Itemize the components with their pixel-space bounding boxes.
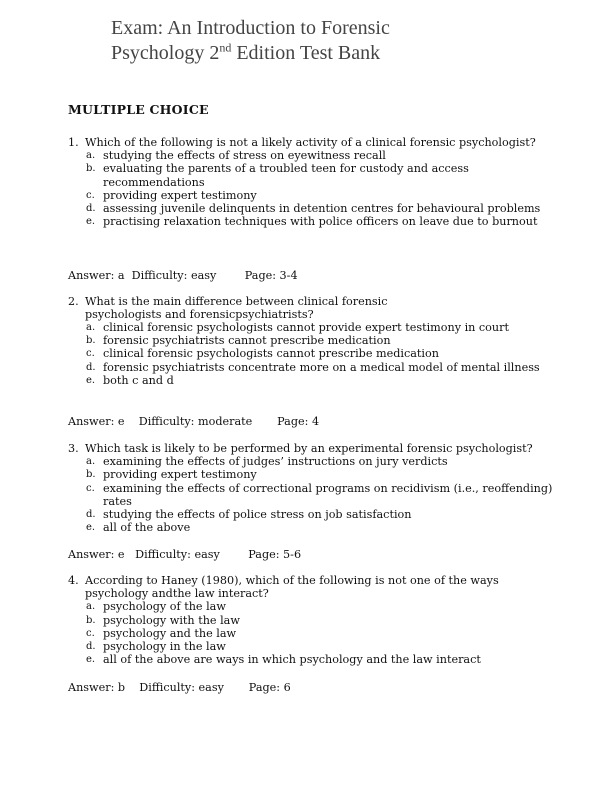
answer-line-2: Answer: e Difficulty: moderate Page: 4 bbox=[68, 415, 320, 428]
question-2 bbox=[68, 295, 408, 321]
option-b bbox=[85, 162, 558, 188]
question-4 bbox=[68, 574, 558, 666]
option-letter: d. bbox=[86, 361, 96, 373]
option-b bbox=[85, 614, 558, 627]
option-text: providing expert testimony bbox=[103, 468, 257, 482]
option-text: studying the effects of police stress on job satisfaction bbox=[103, 508, 412, 522]
option-b bbox=[85, 334, 558, 347]
option-c bbox=[85, 189, 558, 202]
title-superscript: nd bbox=[219, 40, 232, 55]
question-number: 3. bbox=[68, 442, 79, 455]
option-letter: c. bbox=[86, 482, 95, 494]
question-3 bbox=[68, 442, 558, 534]
option-text: psychology and the law bbox=[103, 626, 237, 640]
question-number: 1. bbox=[68, 136, 79, 149]
title-line-2-end: Edition Test Bank bbox=[231, 42, 381, 64]
option-text: clinical forensic psychologists cannot prescribe medication bbox=[103, 347, 439, 361]
option-text: both c and d bbox=[103, 373, 174, 387]
question-text: Which of the following is not a likely activity of a clinical forensic psychologist? bbox=[85, 136, 536, 149]
question-stem bbox=[68, 136, 558, 149]
option-d bbox=[85, 640, 558, 653]
option-letter: a. bbox=[86, 322, 96, 333]
option-letter: c. bbox=[86, 348, 95, 360]
question-text: What is the main difference between clinical forensic psychologists and forensicpsychiatrists? bbox=[85, 295, 388, 322]
option-letter: b. bbox=[86, 614, 96, 626]
option-text: forensic psychiatrists concentrate more on a medical model of mental illness bbox=[103, 360, 540, 374]
option-letter: e. bbox=[86, 216, 96, 228]
option-letter: d. bbox=[86, 641, 96, 653]
answer-line-1: Answer: a Difficulty: easy Page: 3-4 bbox=[68, 269, 298, 282]
question-2-options bbox=[68, 321, 558, 387]
question-stem bbox=[68, 295, 408, 321]
option-text: providing expert testimony bbox=[103, 188, 257, 202]
option-letter: e. bbox=[86, 374, 96, 386]
option-c bbox=[85, 482, 558, 508]
option-text: practising relaxation techniques with police officers on leave due to burnout bbox=[103, 215, 538, 229]
option-d bbox=[85, 202, 558, 215]
option-letter: a. bbox=[86, 601, 96, 613]
option-c bbox=[85, 347, 558, 360]
option-letter: a. bbox=[86, 456, 96, 468]
option-letter: a. bbox=[86, 150, 96, 162]
option-c bbox=[85, 627, 558, 640]
option-text: psychology with the law bbox=[103, 613, 240, 627]
question-number: 2. bbox=[68, 295, 79, 308]
option-text: psychology of the law bbox=[103, 600, 226, 614]
title-line-1: Exam: An Introduction to Forensic bbox=[111, 17, 390, 39]
question-text: Which task is likely to be performed by an experimental forensic psychologist? bbox=[85, 442, 533, 455]
option-text: studying the effects of stress on eyewitness recall bbox=[103, 149, 386, 163]
option-letter: c. bbox=[86, 627, 95, 639]
option-text: examining the effects of correctional programs on recidivism (i.e., reoffending) rates bbox=[103, 481, 553, 508]
option-text: forensic psychiatrists cannot prescribe medication bbox=[103, 334, 391, 348]
document-title bbox=[111, 16, 390, 66]
option-e bbox=[85, 215, 558, 228]
option-letter: b. bbox=[86, 469, 96, 481]
question-text: According to Haney (1980), which of the following is not one of the ways psychology andthe law interact? bbox=[85, 574, 499, 601]
option-letter: e. bbox=[86, 654, 96, 666]
option-e bbox=[85, 374, 558, 387]
option-d bbox=[85, 361, 558, 374]
option-a bbox=[85, 455, 558, 468]
answer-line-4: Answer: b Difficulty: easy Page: 6 bbox=[68, 681, 291, 694]
question-stem bbox=[68, 442, 558, 455]
option-text: clinical forensic psychologists cannot provide expert testimony in court bbox=[103, 321, 509, 334]
title-line-2-start: Psychology 2 bbox=[111, 42, 220, 64]
option-d bbox=[85, 508, 558, 521]
option-letter: b. bbox=[86, 335, 96, 347]
option-e bbox=[85, 521, 558, 534]
option-e bbox=[85, 653, 558, 666]
option-letter: b. bbox=[86, 163, 96, 175]
option-text: all of the above are ways in which psychology and the law interact bbox=[103, 653, 481, 667]
option-text: psychology in the law bbox=[103, 640, 226, 654]
option-letter: c. bbox=[86, 189, 95, 201]
option-text: all of the above bbox=[103, 521, 191, 535]
option-a bbox=[85, 321, 558, 334]
title-line-2 bbox=[111, 41, 390, 66]
question-1 bbox=[68, 136, 558, 228]
option-letter: e. bbox=[86, 522, 96, 534]
option-b bbox=[85, 468, 558, 481]
section-heading: MULTIPLE CHOICE bbox=[68, 102, 209, 117]
option-text: evaluating the parents of a troubled teen for custody and access recommendations bbox=[103, 162, 469, 189]
option-a bbox=[85, 600, 558, 613]
question-stem bbox=[68, 574, 558, 600]
option-letter: d. bbox=[86, 509, 96, 521]
option-text: examining the effects of judges’ instructions on jury verdicts bbox=[103, 455, 448, 469]
option-a bbox=[85, 149, 558, 162]
option-text: assessing juvenile delinquents in detention centres for behavioural problems bbox=[103, 202, 541, 216]
answer-line-3: Answer: e Difficulty: easy Page: 5-6 bbox=[68, 548, 302, 561]
option-letter: d. bbox=[86, 203, 96, 215]
question-number: 4. bbox=[68, 574, 79, 587]
